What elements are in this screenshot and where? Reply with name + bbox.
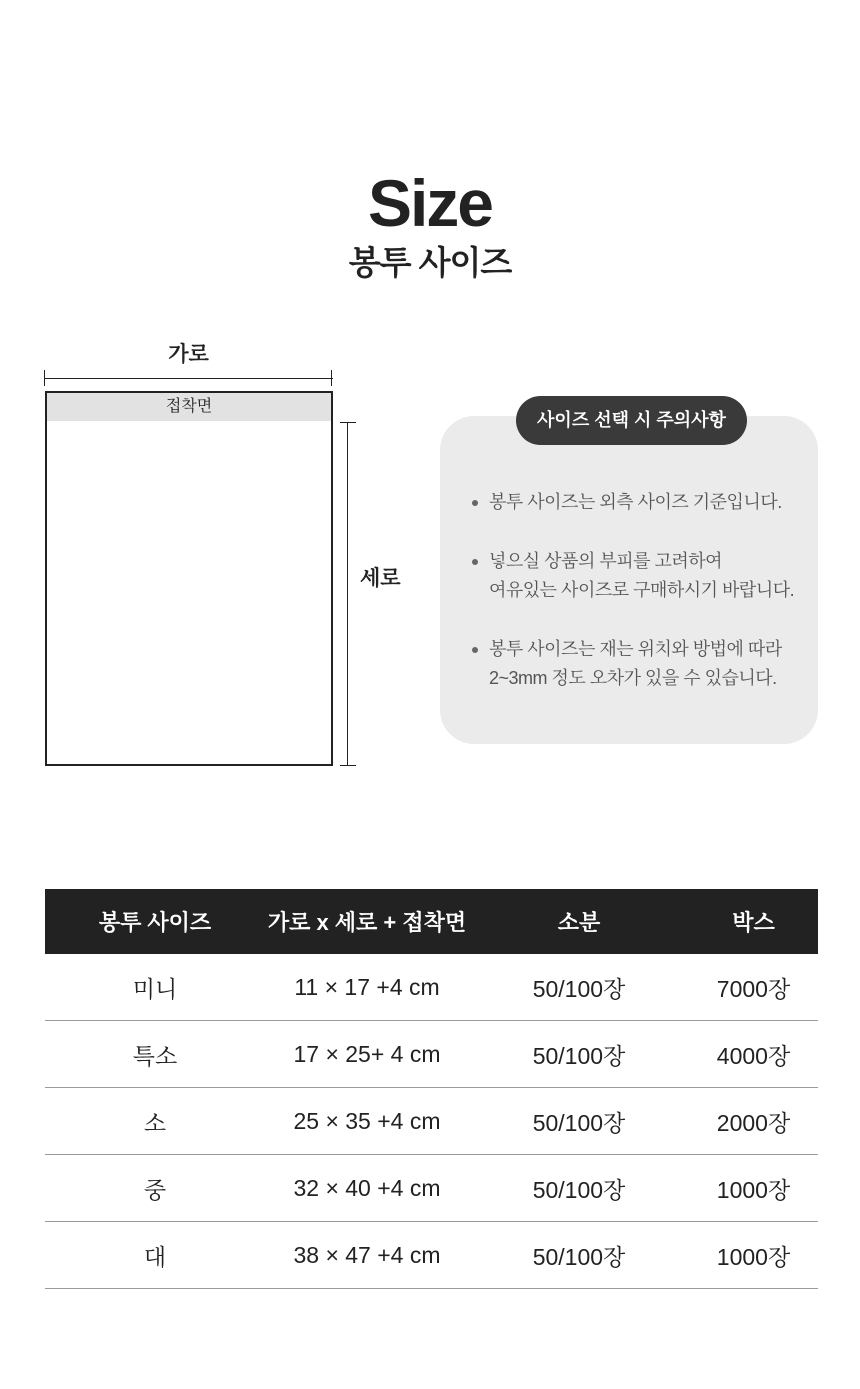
cell-box: 2000장 [716, 1109, 791, 1136]
table-row [45, 1222, 818, 1289]
cell-dimensions: 32 × 40 +4 cm [293, 1174, 441, 1201]
width-dimension-cap-right [331, 370, 332, 386]
notice-item [470, 488, 810, 517]
cell-box: 1000장 [716, 1243, 791, 1270]
width-label: 가로 [168, 343, 209, 366]
header-cell-dimensions: 가로 x 세로 + 접착면 [267, 910, 467, 935]
notice-line: 2~3mm 정도 오차가 있을 수 있습니다. [489, 668, 777, 688]
cell-small-pack: 50/100장 [532, 1042, 626, 1069]
cell-size: 미니 [132, 975, 178, 1002]
notice-item [470, 635, 810, 693]
cell-small-pack: 50/100장 [532, 1243, 626, 1270]
bullet-dot-icon [472, 647, 478, 653]
width-dimension-cap-left [44, 370, 45, 386]
page-title-ko: 봉투 사이즈 [348, 244, 512, 281]
height-dimension-line [347, 422, 348, 765]
height-label: 세로 [360, 567, 401, 590]
cell-size: 특소 [132, 1042, 178, 1069]
height-dimension-cap-bottom [340, 765, 356, 766]
cell-dimensions: 25 × 35 +4 cm [293, 1107, 441, 1134]
table-row [45, 1088, 818, 1155]
header-cell-box: 박스 [732, 910, 775, 935]
cell-dimensions: 17 × 25+ 4 cm [293, 1040, 441, 1067]
notice-item [470, 547, 810, 605]
notice-line: 봉투 사이즈는 외측 사이즈 기준입니다. [489, 492, 782, 512]
table-header [45, 889, 818, 954]
cell-box: 7000장 [716, 975, 791, 1002]
cell-dimensions: 38 × 47 +4 cm [293, 1241, 441, 1268]
notice-line: 넣으실 상품의 부피를 고려하여 [489, 551, 723, 571]
cell-small-pack: 50/100장 [532, 1176, 626, 1203]
page-title-en: Size [367, 166, 493, 240]
cell-size: 중 [143, 1176, 167, 1203]
cell-box: 4000장 [716, 1042, 791, 1069]
cell-box: 1000장 [716, 1176, 791, 1203]
notice-line: 여유있는 사이즈로 구매하시기 바랍니다. [489, 580, 795, 600]
envelope-outline [45, 391, 333, 766]
bullet-dot-icon [472, 559, 478, 565]
cell-size: 소 [143, 1109, 167, 1136]
notice-line: 봉투 사이즈는 재는 위치와 방법에 따라 [489, 639, 782, 659]
cell-size: 대 [143, 1243, 167, 1270]
cell-dimensions: 11 × 17 +4 cm [294, 973, 440, 1000]
height-dimension-cap-top [340, 422, 356, 423]
table-row [45, 1155, 818, 1222]
bullet-dot-icon [472, 500, 478, 506]
table-row [45, 1021, 818, 1088]
notice-list [470, 488, 810, 723]
cell-small-pack: 50/100장 [532, 1109, 626, 1136]
cell-small-pack: 50/100장 [532, 975, 626, 1002]
size-table [45, 889, 818, 1289]
adhesive-flap: 접착면 [47, 393, 331, 421]
header-cell-small-pack: 소분 [557, 910, 601, 935]
header-cell-size: 봉투 사이즈 [98, 910, 212, 935]
width-dimension-line [44, 378, 333, 379]
table-row [45, 954, 818, 1021]
notice-badge: 사이즈 선택 시 주의사항 [516, 396, 747, 445]
